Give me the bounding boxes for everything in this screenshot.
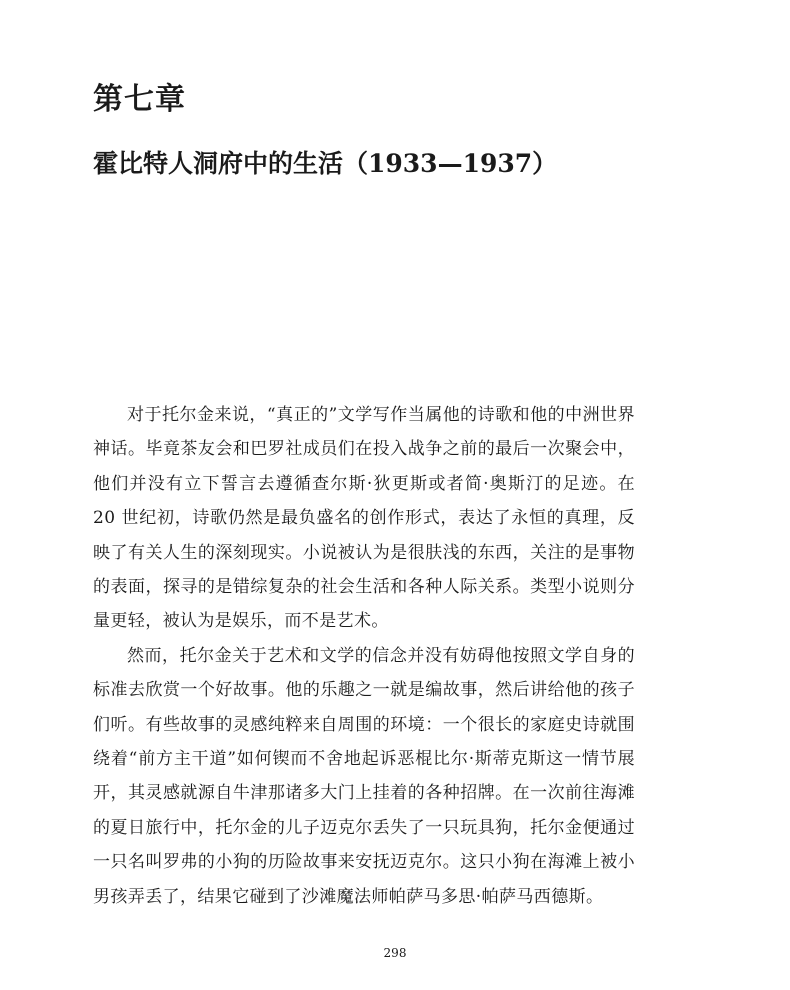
paragraph: 然而，托尔金关于艺术和文学的信念并没有妨碍他按照文学自身的标准去欣赏一个好故事。他的乐趣之一就是编故事，然后讲给他的孩子们听。有些故事的灵感纯粹来自周围的环境：一个很长的家庭史诗就围绕着“前方主干道”如何锲而不舍地起诉恶棍比尔·斯蒂克斯这一情节展开，其灵感就源自牛津那诸多大门上挂着的各种招牌。在一次前往海滩的夏日旅行中，托尔金的儿子迈克尔丢失了一只玩具狗，托尔金便通过一只名叫罗弗的小狗的历险故事来安抚迈克尔。这只小狗在海滩上被小男孩弄丢了，结果它碰到了沙滩魔法师帕萨马多思·帕萨马西德斯。 [93, 645, 635, 907]
chapter-number: 第七章 [93, 82, 186, 117]
paragraph: 对于托尔金来说，“真正的”文学写作当属他的诗歌和他的中洲世界神话。毕竟茶友会和巴罗社成员们在投入战争之前的最后一次聚会中，他们并没有立下誓言去遵循查尔斯·狄更斯或者简·奥斯汀的足迹。在 20 世纪初，诗歌仍然是最负盛名的创作形式，表达了永恒的真理，反映了有关人生的深刻现实。小说被认为是很肤浅的东西，关注的是事物的表面，探寻的是错综复杂的社会生活和各种人际关系。类型小说则分量更轻，被认为是娱乐，而不是艺术。 [93, 405, 635, 632]
chapter-title: 霍比特人洞府中的生活（1933—1937） [93, 149, 558, 178]
page-number: 298 [383, 946, 407, 960]
body-text [93, 398, 635, 914]
